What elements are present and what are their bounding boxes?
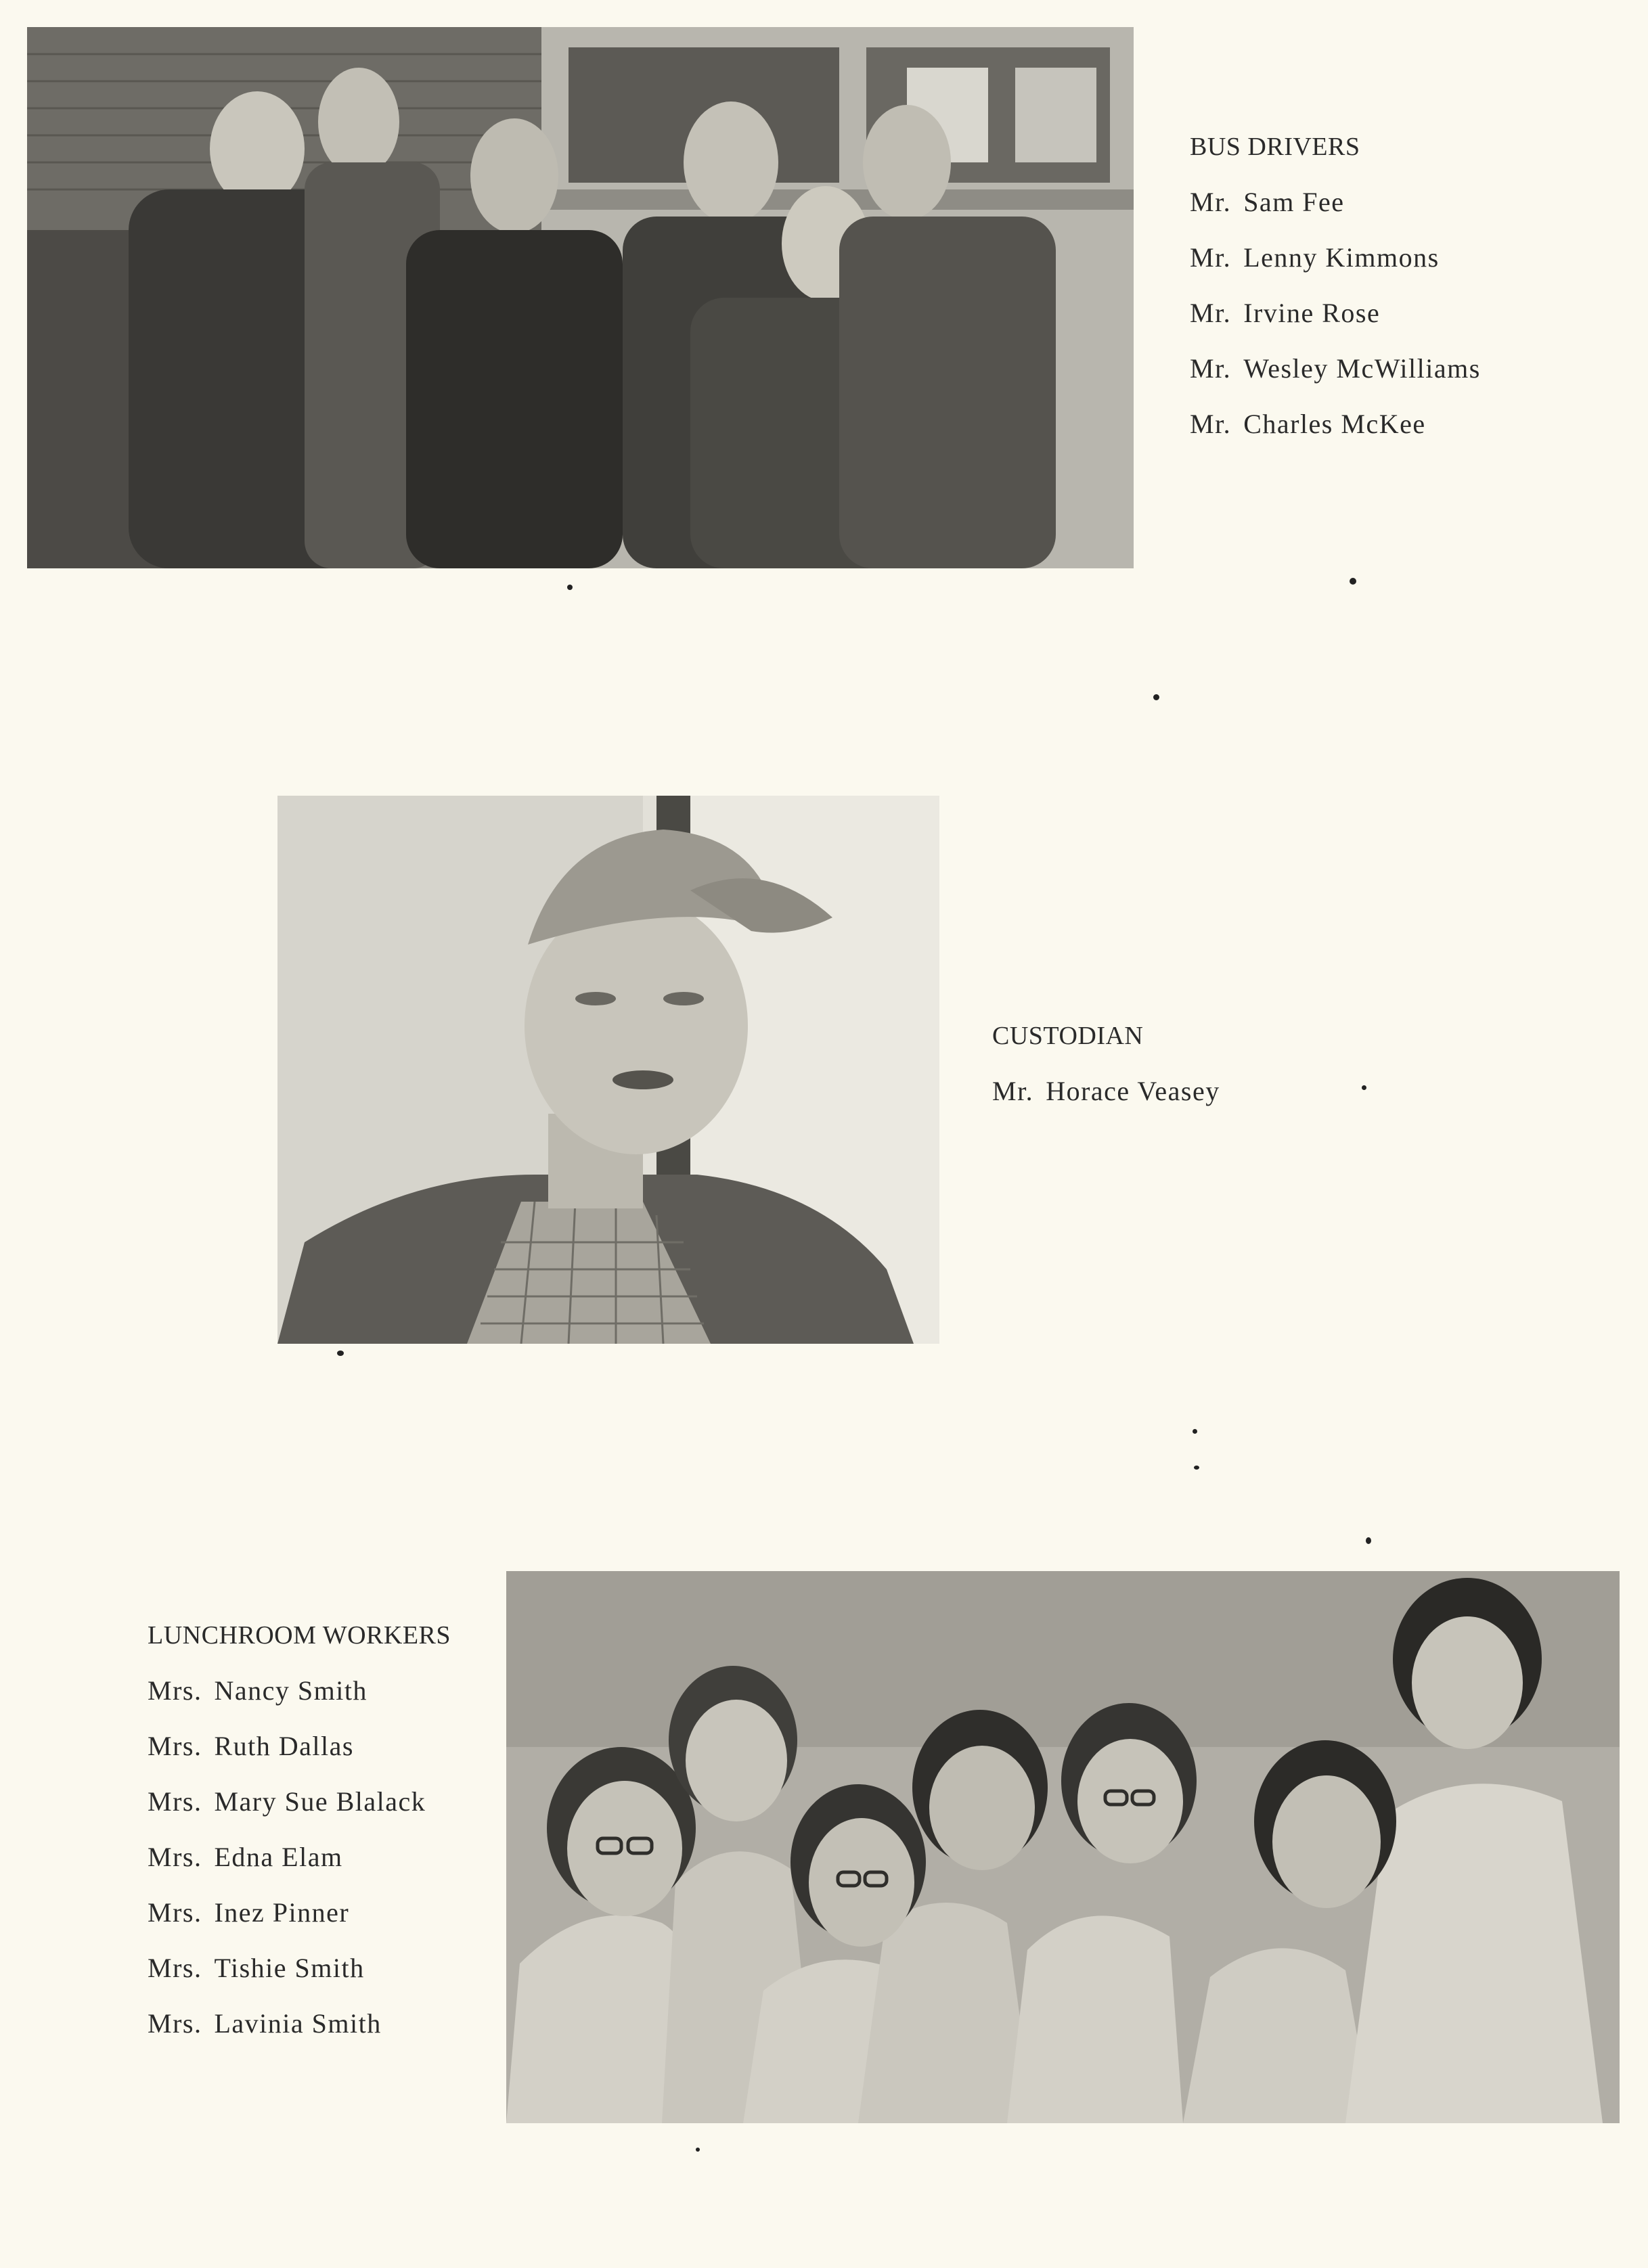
bus-driver-name: Mr. Wesley McWilliams	[1190, 353, 1481, 384]
lunchroom-workers-photo	[506, 1571, 1620, 2123]
lunchroom-worker-name: Mrs. Ruth Dallas	[148, 1731, 354, 1761]
custodian-caption	[992, 1008, 1232, 1119]
bus-driver-name: Mr. Sam Fee	[1190, 187, 1345, 217]
lunchroom-worker-name: Mrs. Lavinia Smith	[148, 2008, 382, 2039]
lunchroom-worker-name: Mrs. Mary Sue Blalack	[148, 1786, 426, 1817]
scan-speck	[1194, 1466, 1199, 1470]
scan-speck	[1362, 1085, 1366, 1090]
scan-speck	[337, 1351, 344, 1356]
scan-speck	[567, 585, 573, 590]
bus-drivers-photo	[27, 27, 1134, 568]
bus-drivers-heading: BUS DRIVERS	[1190, 133, 1360, 161]
lunchroom-worker-name: Mrs. Edna Elam	[148, 1842, 343, 1872]
lunchroom-worker-name: Mrs. Inez Pinner	[148, 1897, 350, 1928]
scan-speck	[696, 2148, 700, 2152]
bus-driver-name: Mr. Charles McKee	[1190, 409, 1426, 439]
scan-speck	[1193, 1429, 1197, 1434]
lunchroom-workers-heading: LUNCHROOM WORKERS	[148, 1621, 451, 1650]
lunchroom-worker-name: Mrs. Tishie Smith	[148, 1953, 365, 1983]
scan-speck	[1366, 1537, 1371, 1544]
lunchroom-worker-name: Mrs. Nancy Smith	[148, 1675, 368, 1706]
scan-speck	[1153, 694, 1159, 700]
bus-driver-name: Mr. Irvine Rose	[1190, 298, 1381, 328]
scan-speck	[1350, 578, 1356, 585]
lunchroom-workers-caption	[148, 1608, 451, 2051]
bus-drivers-caption	[1190, 119, 1493, 452]
custodian-name: Mr. Horace Veasey	[992, 1076, 1220, 1106]
custodian-photo	[277, 796, 939, 1344]
custodian-heading: CUSTODIAN	[992, 1022, 1144, 1050]
bus-driver-name: Mr. Lenny Kimmons	[1190, 242, 1440, 273]
